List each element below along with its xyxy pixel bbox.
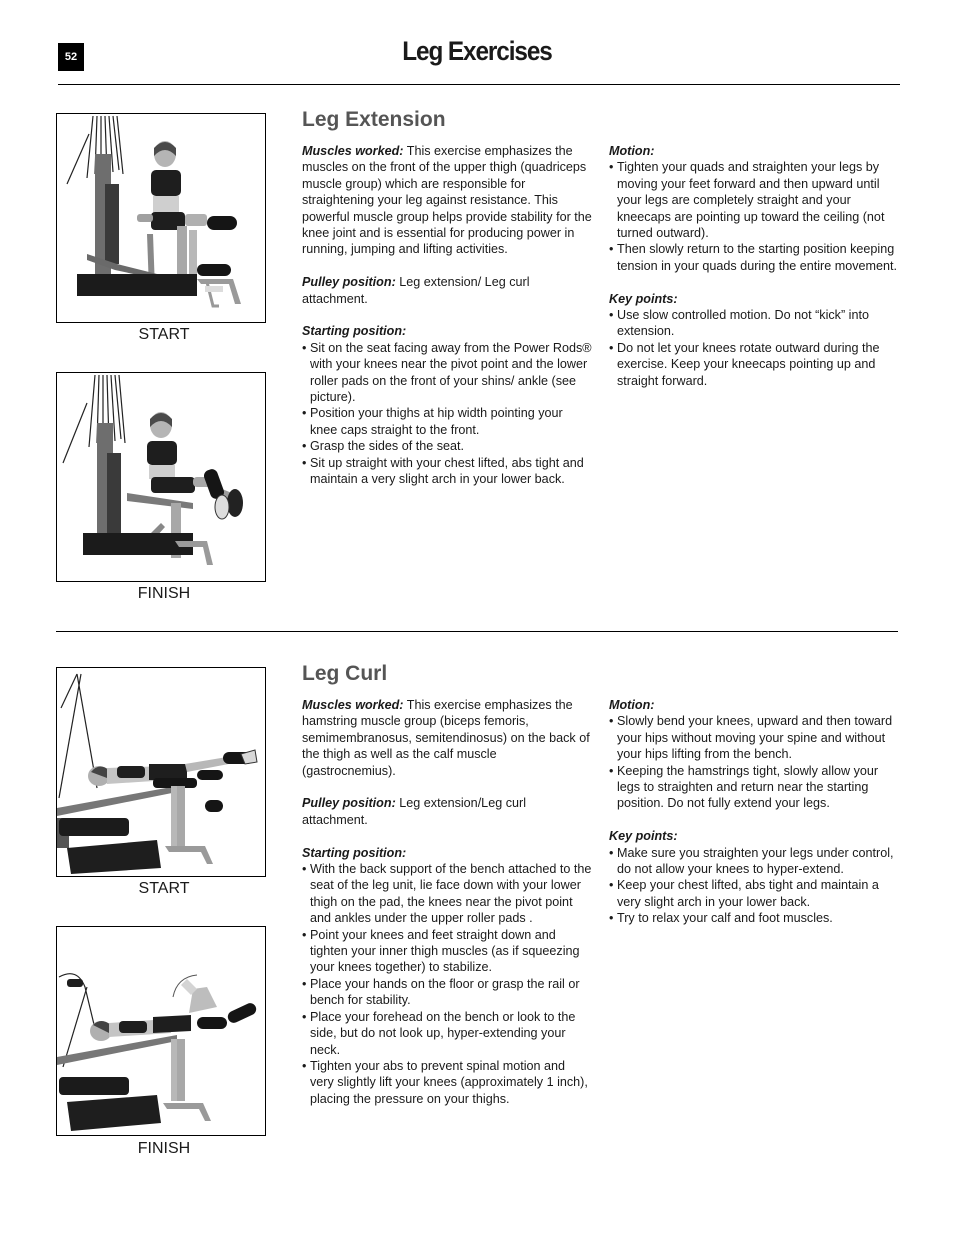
leg-extension-title: Leg Extension bbox=[302, 108, 446, 131]
leg-extension-finish-photo bbox=[56, 372, 266, 582]
list-item: • Sit up straight with your chest lifted, abs tight and maintain a very slight arch in your lower back. bbox=[302, 455, 592, 488]
list-item: • Place your hands on the floor or grasp the rail or bench for stability. bbox=[302, 976, 592, 1009]
pulley-position-text: Leg extension/ Leg curl attachment. bbox=[302, 275, 530, 306]
list-item: • Use slow controlled motion. Do not “kick” into extension. bbox=[609, 307, 899, 340]
leg-curl-start-caption: START bbox=[138, 880, 190, 897]
list-item: • Position your thighs at hip width pointing your knee caps straight to the front. bbox=[302, 405, 592, 438]
muscles-worked-label: Muscles worked: bbox=[302, 144, 404, 158]
pulley-position-text: Leg extension/Leg curl attachment. bbox=[302, 796, 526, 827]
motion-label: Motion: bbox=[609, 144, 655, 158]
pulley-position-label: Pulley position: bbox=[302, 796, 396, 811]
list-item: • Keep your chest lifted, abs tight and maintain a very slight arch in your lower back. bbox=[609, 877, 899, 910]
leg-extension-finish-caption: FINISH bbox=[137, 585, 191, 602]
leg-extension-column-right bbox=[609, 143, 899, 405]
pulley-position-label: Pulley position: bbox=[302, 275, 396, 290]
leg-extension-column-left bbox=[302, 143, 592, 504]
section-divider bbox=[56, 631, 898, 632]
list-item: • Do not let your knees rotate outward during the exercise. Keep your kneecaps pointing up and straight forward. bbox=[609, 340, 899, 389]
starting-position-label: Starting position: bbox=[302, 845, 407, 860]
list-item: • Place your forehead on the bench or look to the side, but do not look up, hyper-extending your neck. bbox=[302, 1009, 592, 1058]
leg-curl-title: Leg Curl bbox=[302, 662, 388, 685]
motion-label: Motion: bbox=[609, 698, 655, 712]
list-item: • Keeping the hamstrings tight, slowly allow your legs to straighten and return near the starting position. Do not fully extend your legs. bbox=[609, 763, 899, 812]
leg-extension-start-photo bbox=[56, 113, 266, 323]
list-item: • Grasp the sides of the seat. bbox=[302, 438, 592, 454]
starting-position-list bbox=[302, 340, 592, 488]
starting-position-list bbox=[302, 861, 592, 1107]
list-item: • With the back support of the bench attached to the seat of the leg unit, lie face down with your lower thigh on the pad, the knees near the pivot point and ankles under the upper roller pads . bbox=[302, 861, 592, 927]
motion-list bbox=[609, 159, 899, 274]
motion-list bbox=[609, 713, 899, 811]
leg-curl-start-photo bbox=[56, 667, 266, 877]
list-item: • Make sure you straighten your legs under control, do not allow your knees to hyper-extend. bbox=[609, 845, 899, 878]
starting-position-label: Starting position: bbox=[302, 324, 407, 339]
page-title: Leg Exercises bbox=[402, 36, 552, 66]
list-item: • Point your knees and feet straight down and tighten your inner thigh muscles (as if squeezing your knees together) to stabilize. bbox=[302, 927, 592, 976]
muscles-worked-text: This exercise emphasizes the muscles on the front of the upper thigh (quadriceps muscle group) which are responsible for straightening your leg against resistance. This powerful muscle group helps provide stability for the knee joint and is essential for producing power in running, jumping and lifting activities. bbox=[302, 144, 592, 257]
leg-extension-start-caption: START bbox=[138, 326, 190, 343]
muscles-worked-label: Muscles worked: bbox=[302, 698, 404, 712]
page-number: 52 bbox=[58, 43, 84, 71]
key-points-label: Key points: bbox=[609, 829, 678, 844]
list-item: • Then slowly return to the starting position keeping tension in your quads during the entire movement. bbox=[609, 241, 899, 274]
list-item: • Slowly bend your knees, upward and then toward your hips without moving your spine and without your hips lifting from the bench. bbox=[609, 713, 899, 762]
list-item: • Tighten your quads and straighten your legs by moving your feet forward and then upward until your legs are completely straight and your kneecaps are pointing up toward the ceiling (not turned outward). bbox=[609, 159, 899, 241]
leg-curl-column-right bbox=[609, 697, 899, 943]
header-divider bbox=[58, 84, 900, 85]
leg-curl-column-left bbox=[302, 697, 592, 1124]
key-points-list bbox=[609, 845, 899, 927]
list-item: • Try to relax your calf and foot muscles. bbox=[609, 910, 899, 926]
list-item: • Sit on the seat facing away from the Power Rods® with your knees near the pivot point and the lower roller pads on the front of your shins/ ankle (see picture). bbox=[302, 340, 592, 406]
leg-curl-finish-photo bbox=[56, 926, 266, 1136]
list-item: • Tighten your abs to prevent spinal motion and very slightly lift your knees (approximately 1 inch), placing the pressure on your thighs. bbox=[302, 1058, 592, 1107]
key-points-list bbox=[609, 307, 899, 389]
leg-curl-finish-caption: FINISH bbox=[137, 1140, 191, 1157]
muscles-worked-text: This exercise emphasizes the hamstring muscle group (biceps femoris, semimembranosus, semitendinosus) on the back of the thigh as well as the calf muscle (gastrocnemius). bbox=[302, 698, 590, 778]
key-points-label: Key points: bbox=[609, 291, 678, 306]
